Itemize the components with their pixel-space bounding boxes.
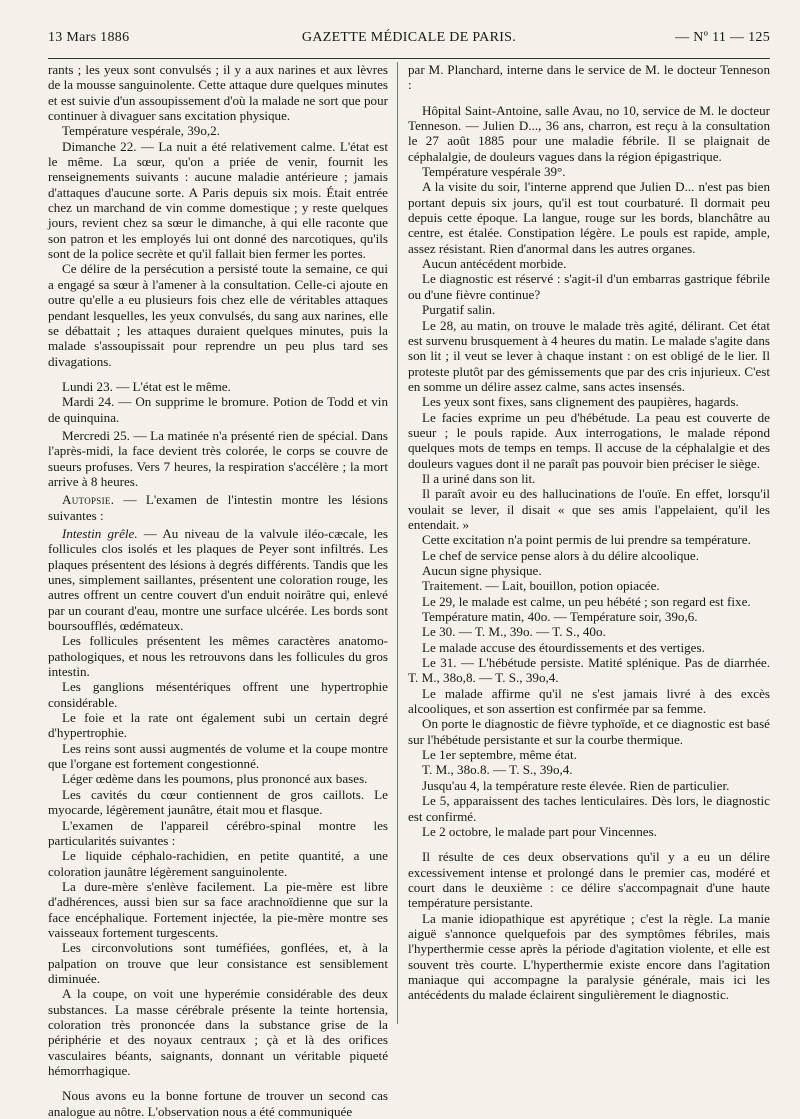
paragraph: Le 1er septembre, même état. bbox=[422, 747, 577, 763]
header-date: 13 Mars 1886 bbox=[48, 30, 130, 45]
paragraph: Cette excitation n'a point permis de lui prendre sa température. bbox=[422, 532, 751, 548]
paragraph: Le malade affirme qu'il ne s'est jamais livré à des excès alcooliques, et son assertion est confirmée par sa femme. bbox=[408, 685, 770, 717]
paragraph: Dimanche 22. — La nuit a été relativement calme. L'état est le même. La sœur, qu'on a priée de venir, fournit les renseignements suivants : aucune maladie antérieure ; jamais d'attaques d'aucune sorte. A Paris depuis six mois. Était entrée chez un marchand de vin comme domestique ; y reste quelques jours, revient chez sa sœur le dimanche, à qui elle raconte que son patron et les employés lui ont donné des narcotiques, qu'ils sont de la police secrète et qu'il fallait bien fermer les portes. bbox=[48, 138, 388, 262]
header-rule bbox=[48, 58, 770, 59]
paragraph: Les ganglions mésentériques offrent une hypertrophie considérable. bbox=[48, 679, 388, 710]
paragraph: Intestin grêle. — Au niveau de la valvule iléo-cæcale, les follicules clos isolés et les plaques de Peyer sont infiltrés. Les plaques présentent des lésions à degrés différents. Tandis que les unes, simplement saillantes, présentent une coloration rouge, les autres offrent un centre couvert d'un enduit noirâtre qui, enlevé par un courant d'eau, montre une surface ulcérée. Les bords sont boursoufflés, œdémateux. bbox=[48, 525, 388, 634]
paragraph: Le 5, apparaissent des taches lenticulaires. Dès lors, le diagnostic est confirmé. bbox=[408, 793, 770, 824]
paragraph: Les follicules présentent les mêmes caractères anatomo-pathologiques, et nous les retrouvons dans les follicules du gros intestin. bbox=[48, 633, 388, 680]
paragraph: Le foie et la rate ont également subi un certain degré d'hypertrophie. bbox=[48, 710, 388, 741]
paragraph: Le 28, au matin, on trouve le malade très agité, délirant. Cet état est survenu brusquement à 4 heures du matin. Le malade s'agite dans son lit ; il veut se lever à chaque instant : on est obligé de le lier. Il proteste plutôt par des gémissements que par des cris injurieux. C'est en somme un délire assez calme, sans actes insensés. bbox=[408, 317, 770, 394]
paragraph: rants ; les yeux sont convulsés ; il y a aux narines et aux lèvres de la mousse sanguinolente. Cette attaque dure quelques minutes et est suivie d'un assoupissement d'où la malade ne sort que pour continuer à divaguer sans excitation physique. bbox=[48, 62, 388, 124]
header-journal-title: GAZETTE MÉDICALE DE PARIS. bbox=[301, 30, 517, 45]
paragraph: Le 29, le malade est calme, un peu hébété ; son regard est fixe. bbox=[422, 593, 751, 609]
page-header bbox=[48, 30, 770, 52]
paragraph: Jusqu'au 4, la température reste élevée. Rien de particulier. bbox=[422, 777, 730, 793]
paragraph: L'examen de l'appareil cérébro-spinal montre les particularités suivantes : bbox=[48, 817, 388, 848]
paragraph: Le diagnostic est réservé : s'agit-il d'un embarras gastrique fébrile ou d'une fièvre continue? bbox=[408, 271, 770, 302]
paragraph: A la coupe, on voit une hyperémie considérable des deux substances. La masse cérébrale présente la teinte hortensia, coloration très prononcée dans la substance grise de la périphérie et des noyaux centraux ; çà et là des orifices vasculaires béants, saignants, donnant un véritable piqueté hémorrhagique. bbox=[48, 986, 388, 1078]
left-column bbox=[48, 62, 388, 1119]
paragraph: Lundi 23. — L'état est le même. bbox=[62, 378, 231, 394]
paragraph: Le liquide céphalo-rachidien, en petite quantité, a une coloration jaunâtre légèrement sanguinolente. bbox=[48, 848, 388, 879]
paragraph: Mardi 24. — On supprime le bromure. Potion de Todd et vin de quinquina. bbox=[48, 394, 388, 425]
paragraph: Le 30. — T. M., 39o. — T. S., 40o. bbox=[422, 624, 606, 640]
paragraph: La manie idiopathique est apyrétique ; c'est la règle. La manie aiguë s'annonce quelquefois par des symptômes fébriles, mais l'hyperthermie cesse après la période d'agitation violente, et elle est souvent très courte. L'hyperthermie existe encore dans l'agitation maniaque qui accompagne la paralysie générale, mais ici les antécédents du malade éclairent singulièrement le diagnostic. bbox=[408, 910, 770, 1003]
paragraph: A la visite du soir, l'interne apprend que Julien D... n'est pas bien portant depuis six jours, qu'il est tout courbaturé. Il dormait peu depuis cette époque. La langue, rouge sur les bords, blanchâtre au centre, est étalée. Constipation légère. Le pouls est rapide, ample, assez résistant. Rien d'anormal dans les autres organes. bbox=[408, 179, 770, 256]
paragraph: Température vespérale, 39o,2. bbox=[62, 123, 220, 139]
paragraph: Le 31. — L'hébétude persiste. Matité splénique. Pas de diarrhée. T. M., 38o,8. — T. S., 39o,4. bbox=[408, 655, 770, 686]
header-issue-page: — Nº 11 — 125 bbox=[675, 30, 770, 45]
paragraph: Léger œdème dans les poumons, plus prononcé aux bases. bbox=[62, 771, 368, 787]
paragraph: On porte le diagnostic de fièvre typhoïde, et ce diagnostic est basé sur l'hébétude persistante et sur la courbe thermique. bbox=[408, 716, 770, 747]
paragraph: Il a uriné dans son lit. bbox=[422, 470, 536, 486]
paragraph: Le facies exprime un peu d'hébétude. La peau est couverte de sueur ; le pouls rapide. Aux interrogations, le malade répond quelques mots de temps en temps. Il accuse de la céphalalgie et des douleurs vagues dont il ne paraît pas pouvoir bien préciser le siège. bbox=[408, 409, 770, 471]
paragraph: Ce délire de la persécution a persisté toute la semaine, ce qui a engagé sa sœur à l'amener à la consultation. Celle-ci ajoute en outre qu'elle a eu plusieurs fois chez elle de véritables attaques pendant lesquelles, les yeux convulsés, du sang aux narines, elle se débattait ; les attaques duraient quelques minutes, puis la malade s'assoupissait pour reprendre un peu plus tard ses divagations. bbox=[48, 261, 388, 369]
paragraph: Le 2 octobre, le malade part pour Vincennes. bbox=[422, 823, 657, 839]
paragraph: Le malade accuse des étourdissements et des vertiges. bbox=[422, 639, 705, 655]
paragraph: Mercredi 25. — La matinée n'a présenté rien de spécial. Dans l'après-midi, la face devient très colorée, le corps se couvre de sueurs profuses. Vers 7 heures, la respiration s'accélère ; la mort arrive à 8 heures. bbox=[48, 427, 388, 489]
paragraph: Purgatif salin. bbox=[422, 302, 496, 318]
paragraph: Température matin, 40o. — Température soir, 39o,6. bbox=[422, 609, 698, 625]
paragraph: Nous avons eu la bonne fortune de trouver un second cas analogue au nôtre. L'observation nous a été communiquée bbox=[48, 1088, 388, 1119]
paragraph: Les circonvolutions sont tuméfiées, gonflées, et, à la palpation on trouve que leur consistance est sensiblement diminuée. bbox=[48, 940, 388, 986]
paragraph: Il paraît avoir eu des hallucinations de l'ouïe. En effet, lorsqu'il voulait se lever, il disait « que ses amis l'appelaient, qu'il les entendait. » bbox=[408, 486, 770, 532]
paragraph: par M. Planchard, interne dans le service de M. le docteur Tenneson : bbox=[408, 62, 770, 93]
paragraph: Le chef de service pense alors à du délire alcoolique. bbox=[422, 547, 700, 563]
paragraph: Température vespérale 39°. bbox=[422, 164, 566, 180]
paragraph: T. M., 38o.8. — T. S., 39o,4. bbox=[422, 762, 573, 778]
paragraph: Aucun antécédent morbide. bbox=[422, 256, 567, 272]
paragraph: Les cavités du cœur contiennent de gros caillots. Le myocarde, légèrement jaunâtre, était mou et flasque. bbox=[48, 786, 388, 818]
paragraph: Hôpital Saint-Antoine, salle Avau, no 10, service de M. le docteur Tenneson. — Julien D..., 36 ans, charron, est reçu à la consultation le 27 août 1885 pour une maladie fébrile. Il se plaignait de céphalalgie, de douleurs vagues dans la région épigastrique. bbox=[408, 102, 770, 164]
paragraph: Il résulte de ces deux observations qu'il y a eu un délire excessivement intense et prolongé dans le premier cas, modéré et court dans le deuxième : ce délire s'accompagnait d'une haute température persistante. bbox=[408, 849, 770, 911]
paragraph: Autopsie. — L'examen de l'intestin montre les lésions suivantes : bbox=[48, 492, 388, 523]
paragraph: Les reins sont aussi augmentés de volume et la coupe montre que l'organe est fortement congestionné. bbox=[48, 740, 388, 772]
column-divider bbox=[397, 62, 398, 1024]
right-column bbox=[408, 62, 770, 1024]
paragraph: Les yeux sont fixes, sans clignement des paupières, hagards. bbox=[422, 394, 739, 410]
paragraph: Aucun signe physique. bbox=[422, 563, 542, 578]
paragraph: La dure-mère s'enlève facilement. La pie-mère est libre d'adhérences, aussi bien sur sa face arachnoïdienne que sur la face encéphalique. Fortement injectée, la pie-mère montre ses vaisseaux fortement turgescents. bbox=[48, 878, 388, 940]
paragraph: Traitement. — Lait, bouillon, potion opiacée. bbox=[422, 578, 660, 594]
